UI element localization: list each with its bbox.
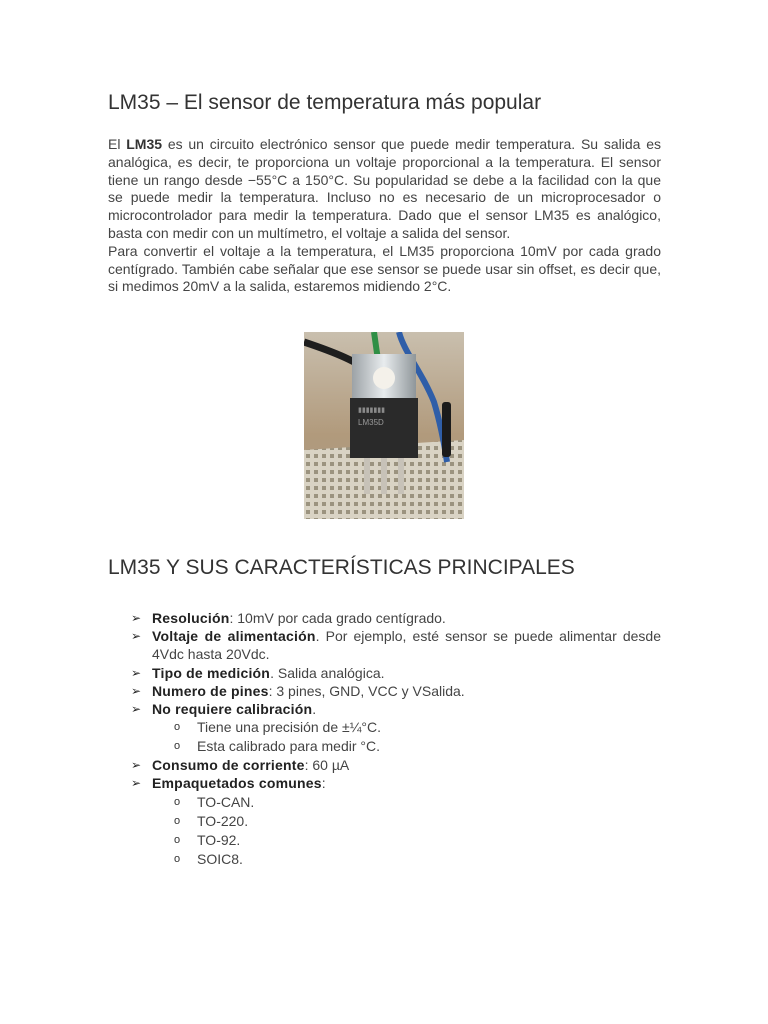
feature-text: : 10mV por cada grado centígrado. (229, 610, 446, 626)
feature-text: : (321, 775, 326, 792)
arrow-bullet-icon: ➢ (131, 758, 142, 773)
chip-marking: LM35D (358, 418, 384, 427)
packages-sublist (152, 793, 661, 869)
svg-text:▮▮▮▮▮▮▮: ▮▮▮▮▮▮▮ (358, 407, 385, 414)
feature-label: Tipo de medición (152, 664, 271, 681)
sub-item (152, 850, 661, 869)
feature-text: : 3 pines, GND, VCC y VSalida. (268, 682, 465, 699)
sub-item (152, 793, 661, 812)
feature-item (108, 774, 661, 868)
intro-text (108, 136, 661, 296)
sub-item (152, 812, 661, 831)
intro-paragraph-2: Para convertir el voltaje a la temperatura, el LM35 proporciona 10mV por cada grado centígrado. También cabe señalar que ese sensor se puede usar sin offset, es decir que, si medimos 20mV a la salida, estaremos midiendo 2°C. (108, 242, 661, 295)
sub-item-text: Tiene una precisión de ±¼°C. (197, 719, 381, 736)
circle-bullet-icon: o (174, 852, 181, 865)
circle-bullet-icon: o (174, 833, 181, 846)
sub-item (152, 737, 661, 756)
arrow-bullet-icon: ➢ (131, 702, 142, 717)
circle-bullet-icon: o (174, 814, 181, 827)
package-name: TO-CAN. (197, 793, 255, 810)
lm35-sensor-photo (304, 332, 464, 519)
feature-text: . (312, 701, 317, 718)
sub-item-text: Esta calibrado para medir °C. (197, 738, 381, 755)
feature-text: . Salida analógica. (270, 664, 385, 681)
arrow-bullet-icon: ➢ (131, 683, 142, 698)
circle-bullet-icon: o (174, 795, 181, 808)
feature-label: Consumo de corriente (152, 757, 305, 774)
feature-label: Resolución (152, 610, 230, 626)
feature-label: No requiere calibración (152, 701, 313, 718)
feature-label: Voltaje de alimentación (152, 628, 316, 645)
calibration-sublist (152, 718, 661, 756)
package-name: SOIC8. (197, 850, 243, 867)
sub-item (152, 718, 661, 737)
intro-body: es un circuito electrónico sensor que puede medir temperatura. Su salida es analógica, es decir, te proporciona un voltaje proporcional a la temperatura. El sensor tiene un rango desde −55°C a 150°C. Su popularidad se debe a la facilidad con la que se puede medir la temperatura. Incluso no es necesario de un microprocesador o microcontrolador para medir la temperatura. Dado que el sensor LM35 es analógico, basta con medir con un multímetro, el voltaje a salida del sensor. (108, 136, 661, 241)
section-title-features: LM35 Y SUS CARACTERÍSTICAS PRINCIPALES (108, 556, 575, 579)
package-name: TO-220. (197, 812, 249, 829)
arrow-bullet-icon: ➢ (131, 629, 142, 644)
features-list (108, 609, 661, 869)
lm35-bold-term: LM35 (126, 136, 163, 152)
sub-item (152, 831, 661, 850)
feature-text: . Por ejemplo, esté sensor se puede alimentar desde 4Vdc hasta 20Vdc. (152, 628, 661, 663)
circle-bullet-icon: o (174, 740, 181, 753)
arrow-bullet-icon: ➢ (131, 665, 142, 680)
feature-item (108, 664, 661, 682)
intro-paragraph-1 (108, 136, 661, 243)
package-name: TO-92. (197, 831, 241, 848)
feature-item (108, 627, 661, 663)
section-title-lm35: LM35 – El sensor de temperatura más popular (108, 91, 542, 114)
feature-item (108, 756, 661, 774)
feature-text: : 60 µA (304, 757, 350, 774)
feature-label: Empaquetados comunes (152, 775, 322, 792)
sensor-photo-illustration (304, 332, 464, 519)
feature-label: Numero de pines (152, 682, 269, 699)
feature-item (108, 609, 661, 627)
feature-item (108, 700, 661, 756)
circle-bullet-icon: o (174, 721, 181, 734)
arrow-bullet-icon: ➢ (131, 776, 142, 791)
intro-prefix: El (108, 136, 127, 152)
arrow-bullet-icon: ➢ (131, 611, 142, 625)
feature-item (108, 682, 661, 700)
